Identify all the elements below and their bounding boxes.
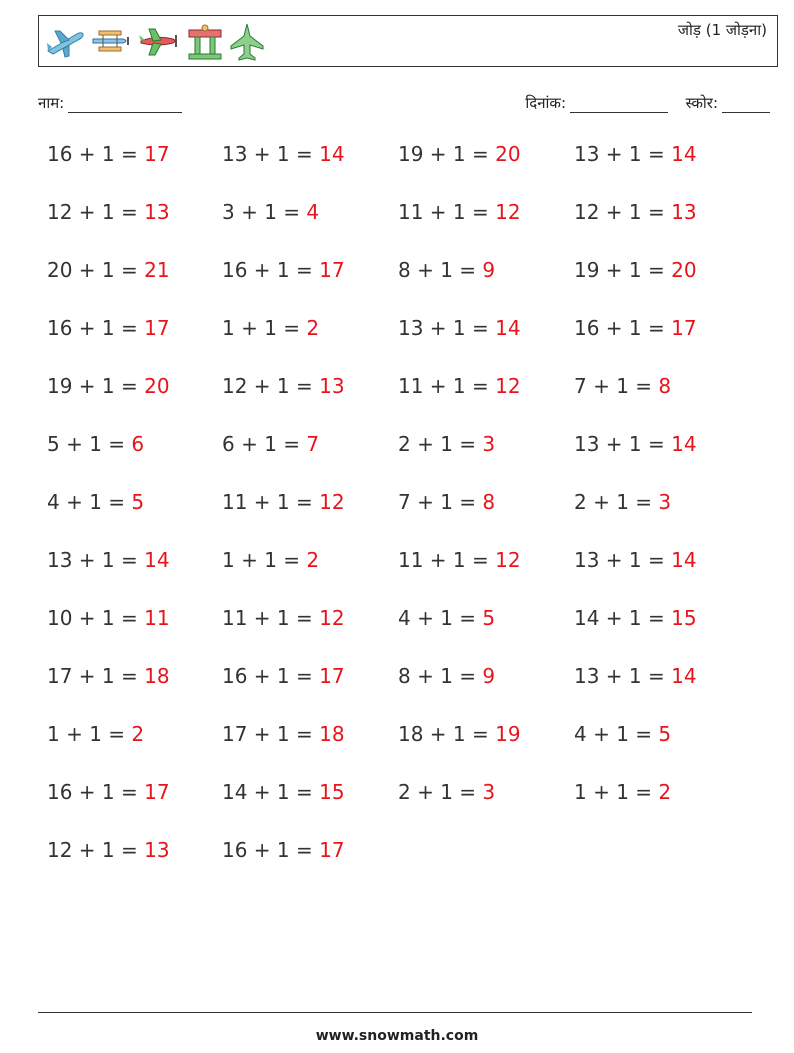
name-blank[interactable] <box>68 96 182 113</box>
problem-item <box>222 142 345 166</box>
problem-answer: 20 <box>495 142 521 166</box>
problem-item <box>574 374 671 398</box>
problem-question: 16 + 1 = <box>222 258 313 282</box>
toy-glider-icon <box>185 22 225 62</box>
problem-question: 12 + 1 = <box>574 200 665 224</box>
problem-answer: 14 <box>319 142 345 166</box>
problem-answer: 17 <box>144 142 170 166</box>
problem-answer: 14 <box>495 316 521 340</box>
problem-answer: 17 <box>319 838 345 862</box>
problem-question: 16 + 1 = <box>574 316 665 340</box>
problem-item <box>574 490 671 514</box>
problem-question: 4 + 1 = <box>398 606 477 630</box>
problem-question: 14 + 1 = <box>574 606 665 630</box>
problem-answer: 5 <box>658 722 672 746</box>
problem-item <box>222 664 345 688</box>
problem-question: 12 + 1 = <box>47 200 138 224</box>
problem-item <box>398 200 521 224</box>
score-blank[interactable] <box>722 96 770 113</box>
problem-item <box>222 548 319 572</box>
problem-item <box>398 258 495 282</box>
problem-answer: 12 <box>319 606 345 630</box>
problem-question: 13 + 1 = <box>47 548 138 572</box>
fighter-jet-icon <box>229 22 265 62</box>
problem-question: 8 + 1 = <box>398 258 477 282</box>
problem-item <box>222 316 319 340</box>
problem-question: 11 + 1 = <box>398 200 489 224</box>
problem-question: 13 + 1 = <box>574 142 665 166</box>
problem-answer: 15 <box>671 606 697 630</box>
problem-item <box>222 258 345 282</box>
problem-item <box>47 258 170 282</box>
problem-answer: 14 <box>671 548 697 572</box>
problem-answer: 17 <box>671 316 697 340</box>
problem-question: 2 + 1 = <box>398 432 477 456</box>
problem-answer: 21 <box>144 258 170 282</box>
problem-item <box>222 606 345 630</box>
problem-answer: 20 <box>144 374 170 398</box>
problem-item <box>398 432 495 456</box>
problem-question: 8 + 1 = <box>398 664 477 688</box>
problem-item <box>222 200 319 224</box>
problem-question: 4 + 1 = <box>574 722 653 746</box>
problem-question: 6 + 1 = <box>222 432 301 456</box>
problem-answer: 2 <box>306 316 320 340</box>
problem-answer: 8 <box>482 490 496 514</box>
problem-answer: 6 <box>131 432 145 456</box>
problem-item <box>574 664 697 688</box>
problem-question: 1 + 1 = <box>574 780 653 804</box>
problem-question: 19 + 1 = <box>398 142 489 166</box>
problem-answer: 13 <box>319 374 345 398</box>
problem-answer: 12 <box>495 374 521 398</box>
name-field[interactable] <box>38 93 182 113</box>
problem-item <box>398 374 521 398</box>
problem-item <box>398 606 495 630</box>
problem-answer: 3 <box>658 490 672 514</box>
problem-item <box>222 780 345 804</box>
problem-question: 1 + 1 = <box>47 722 126 746</box>
problem-item <box>47 316 170 340</box>
problem-question: 7 + 1 = <box>398 490 477 514</box>
problem-answer: 15 <box>319 780 345 804</box>
problem-item <box>222 838 345 862</box>
problem-question: 16 + 1 = <box>222 664 313 688</box>
problem-question: 19 + 1 = <box>47 374 138 398</box>
problem-item <box>574 258 697 282</box>
date-blank[interactable] <box>570 96 668 113</box>
problem-answer: 13 <box>144 200 170 224</box>
problem-item <box>574 780 671 804</box>
problem-question: 13 + 1 = <box>574 432 665 456</box>
problem-item <box>47 200 170 224</box>
problem-question: 17 + 1 = <box>47 664 138 688</box>
problem-answer: 9 <box>482 664 496 688</box>
problem-answer: 2 <box>306 548 320 572</box>
airplane-icon <box>45 25 85 59</box>
problem-question: 13 + 1 = <box>574 548 665 572</box>
problem-question: 14 + 1 = <box>222 780 313 804</box>
problem-answer: 14 <box>144 548 170 572</box>
score-label: स्कोर: <box>685 94 718 112</box>
problem-item <box>47 664 170 688</box>
problem-item <box>398 316 521 340</box>
problem-answer: 11 <box>144 606 170 630</box>
problem-answer: 5 <box>131 490 145 514</box>
problem-question: 17 + 1 = <box>222 722 313 746</box>
problem-item <box>574 142 697 166</box>
problem-item <box>398 142 521 166</box>
problem-question: 1 + 1 = <box>222 316 301 340</box>
problem-question: 11 + 1 = <box>222 606 313 630</box>
problem-answer: 12 <box>319 490 345 514</box>
problem-question: 5 + 1 = <box>47 432 126 456</box>
problem-item <box>47 780 170 804</box>
problem-question: 18 + 1 = <box>398 722 489 746</box>
problem-item <box>47 548 170 572</box>
problem-question: 16 + 1 = <box>47 142 138 166</box>
problem-item <box>47 606 170 630</box>
problem-item <box>222 490 345 514</box>
problem-answer: 7 <box>306 432 320 456</box>
problem-item <box>398 490 495 514</box>
problem-answer: 13 <box>671 200 697 224</box>
problem-item <box>222 374 345 398</box>
problem-question: 12 + 1 = <box>222 374 313 398</box>
date-score-field <box>525 93 770 113</box>
problem-answer: 14 <box>671 432 697 456</box>
biplane-icon <box>89 25 133 59</box>
problem-item <box>398 722 521 746</box>
problem-item <box>398 548 521 572</box>
problem-answer: 17 <box>144 316 170 340</box>
problem-question: 3 + 1 = <box>222 200 301 224</box>
problem-answer: 17 <box>144 780 170 804</box>
problem-item <box>574 548 697 572</box>
problem-question: 11 + 1 = <box>398 548 489 572</box>
worksheet-header <box>38 15 778 67</box>
worksheet-title: जोड़ (1 जोड़ना) <box>677 21 767 39</box>
problem-answer: 14 <box>671 664 697 688</box>
problem-question: 13 + 1 = <box>222 142 313 166</box>
problem-item <box>47 142 170 166</box>
problem-question: 11 + 1 = <box>398 374 489 398</box>
problem-answer: 13 <box>144 838 170 862</box>
problem-question: 16 + 1 = <box>47 316 138 340</box>
problem-item <box>47 374 170 398</box>
problem-answer: 18 <box>144 664 170 688</box>
problem-question: 12 + 1 = <box>47 838 138 862</box>
problem-answer: 12 <box>495 200 521 224</box>
problem-item <box>574 432 697 456</box>
problem-answer: 18 <box>319 722 345 746</box>
problem-question: 13 + 1 = <box>398 316 489 340</box>
problem-question: 2 + 1 = <box>574 490 653 514</box>
problem-question: 11 + 1 = <box>222 490 313 514</box>
problem-question: 1 + 1 = <box>222 548 301 572</box>
header-icons <box>45 22 265 62</box>
problem-answer: 2 <box>658 780 672 804</box>
problem-question: 16 + 1 = <box>47 780 138 804</box>
problem-answer: 9 <box>482 258 496 282</box>
problem-item <box>574 722 671 746</box>
problem-item <box>574 316 697 340</box>
propeller-plane-icon <box>137 25 181 59</box>
footer-divider <box>38 1012 752 1013</box>
problem-question: 2 + 1 = <box>398 780 477 804</box>
problem-answer: 8 <box>658 374 672 398</box>
problem-answer: 17 <box>319 258 345 282</box>
problem-item <box>222 432 319 456</box>
problem-item <box>574 606 697 630</box>
problem-answer: 4 <box>306 200 320 224</box>
footer-url: www.snowmath.com <box>315 1028 479 1044</box>
problem-answer: 3 <box>482 432 496 456</box>
problem-item <box>47 432 144 456</box>
problem-item <box>574 200 697 224</box>
problem-item <box>398 780 495 804</box>
problem-answer: 2 <box>131 722 145 746</box>
problem-question: 20 + 1 = <box>47 258 138 282</box>
problem-question: 19 + 1 = <box>574 258 665 282</box>
date-label: दिनांक: <box>525 94 566 112</box>
problem-item <box>47 838 170 862</box>
problem-item <box>222 722 345 746</box>
problem-item <box>47 722 144 746</box>
name-label: नाम: <box>38 94 65 112</box>
problem-item <box>47 490 144 514</box>
problem-question: 4 + 1 = <box>47 490 126 514</box>
problem-item <box>398 664 495 688</box>
problem-question: 10 + 1 = <box>47 606 138 630</box>
problem-answer: 17 <box>319 664 345 688</box>
problem-answer: 20 <box>671 258 697 282</box>
problem-answer: 19 <box>495 722 521 746</box>
problem-question: 13 + 1 = <box>574 664 665 688</box>
problem-answer: 3 <box>482 780 496 804</box>
problem-answer: 14 <box>671 142 697 166</box>
problem-question: 7 + 1 = <box>574 374 653 398</box>
problem-answer: 12 <box>495 548 521 572</box>
problem-answer: 5 <box>482 606 496 630</box>
problem-question: 16 + 1 = <box>222 838 313 862</box>
